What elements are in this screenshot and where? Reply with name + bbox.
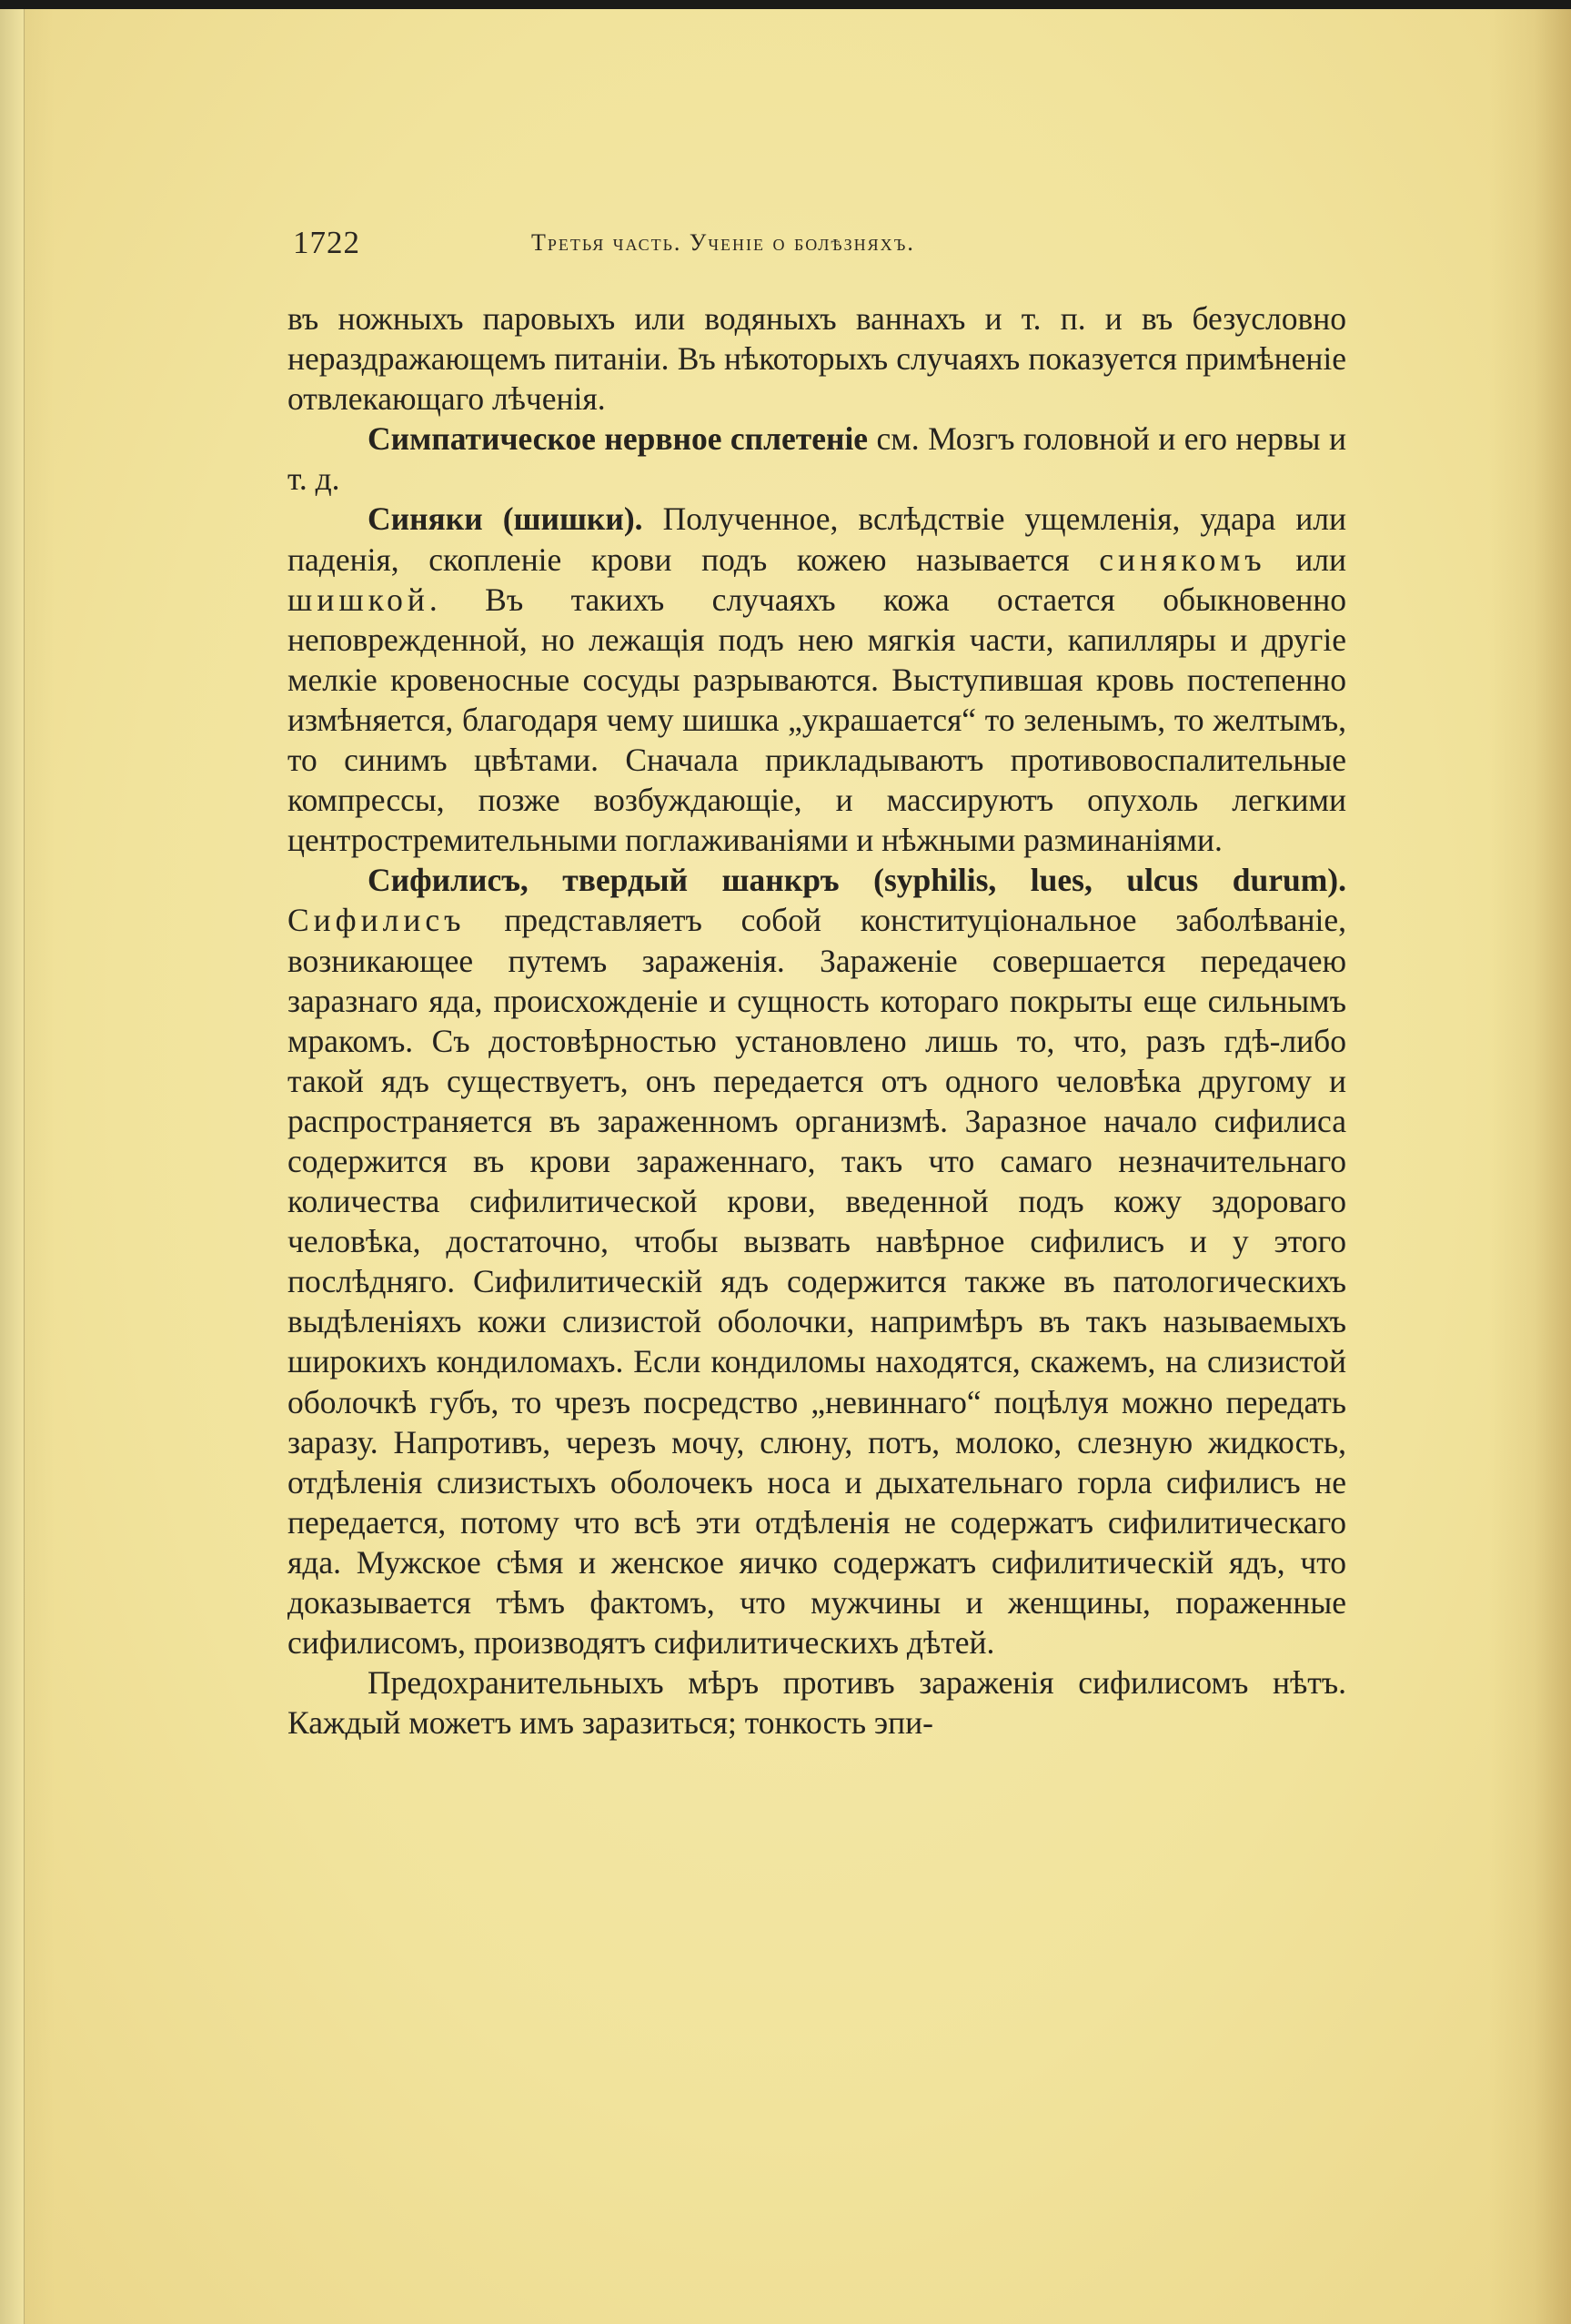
entry-term: Сифилисъ, твердый шанкръ ( (368, 862, 884, 899)
continuation-paragraph (287, 298, 1346, 419)
prevention-paragraph (287, 1662, 1346, 1743)
spaced-term: Сифилисъ (287, 902, 466, 939)
entry-text: см. Мозгъ головной и его нервы и т. д. (287, 420, 1346, 498)
entry-text: или (1265, 541, 1346, 578)
spaced-term: синякомъ (1099, 541, 1266, 578)
latin-term: syphilis, lues, ulcus durum (883, 862, 1328, 899)
page-number: 1722 (293, 225, 360, 260)
page-binding-edge (0, 9, 25, 2324)
continuation-text: въ ножныхъ паровыхъ или водяныхъ ваннахъ и т. п. и въ безусловно нераздражающемъ питаніи. Въ нѣкоторыхъ случаяхъ показуется примѣненіе отвлекающаго лѣченія. (287, 300, 1346, 418)
page-header (293, 225, 1348, 261)
spaced-term: шишкой (287, 581, 429, 618)
entry-sympathetic-plexus (287, 419, 1346, 499)
entry-text: . Въ такихъ случаяхъ кожа остается обыкновенно неповрежденной, но лежащія подъ нею мягкія части, капилляры и другіе мелкіе кровеносные сосуды разрываются. Выступившая кровь постепенно измѣняется, благодаря чему шишка „украшается“ то зеленымъ, то желтымъ, то синимъ цвѣтами. Сначала прикладываютъ противовоспалительные компрессы, позже возбуждающіе, и массируютъ опухоль легкими центростремительными поглаживаніями и нѣжными разминаніями. (287, 581, 1346, 859)
entry-term-end: ). (1327, 862, 1346, 899)
entry-syphilis (287, 860, 1346, 1662)
entry-term: Синяки (шишки). (368, 500, 643, 538)
entry-bruises (287, 499, 1346, 860)
entry-text: Полученное, вслѣдствіе ущемленія, удара или паденія, скопленіе крови подъ кожею называется (287, 500, 1346, 578)
book-page (0, 9, 1571, 2324)
entry-term: Симпатическое нервное сплетеніе (368, 420, 869, 458)
running-title: Третья часть. Ученіе о болѣзняхъ. (531, 229, 915, 256)
prevention-text: Предохранительныхъ мѣръ противъ зараженія сифилисомъ нѣтъ. Каждый можетъ имъ заразиться; тонкость эпи- (287, 1664, 1346, 1742)
entry-text: представляетъ собой конституціональное заболѣваніе, возникающее путемъ зараженія. Зараженіе совершается передачею заразнаго яда, происхожденіе и сущность котораго покрыты еще сильнымъ мракомъ. Съ достовѣрностью установлено лишь то, что, разъ гдѣ-либо такой ядъ существуетъ, онъ передается отъ одного человѣка другому и распространяется въ зараженномъ организмѣ. Заразное начало сифилиса содержится въ крови зараженнаго, такъ что самаго незначительнаго количества сифилитической крови, введенной подъ кожу здороваго человѣка, достаточно, чтобы вызвать навѣрное сифилисъ и у этого послѣдняго. Сифилитическій ядъ содержится также въ патологическихъ выдѣленіяхъ кожи слизистой оболочки, напримѣръ въ такъ называемыхъ широкихъ кондиломахъ. Если кондиломы находятся, скажемъ, на слизистой оболочкѣ губъ, то чрезъ посредство „невиннаго“ поцѣлуя можно передать заразу. Напротивъ, черезъ мочу, слюну, потъ, молоко, слезную жидкость, отдѣленія слизистыхъ оболочекъ носа и дыхательнаго горла сифилисъ не передается, потому что всѣ эти отдѣленія не содержатъ сифилитическаго яда. Мужское сѣмя и женское яичко содержатъ сифилитическій ядъ, что доказывается тѣмъ фактомъ, что мужчины и женщины, пораженные сифилисомъ, производятъ сифилитическихъ дѣтей. (287, 902, 1346, 1662)
body-text (287, 298, 1346, 1743)
